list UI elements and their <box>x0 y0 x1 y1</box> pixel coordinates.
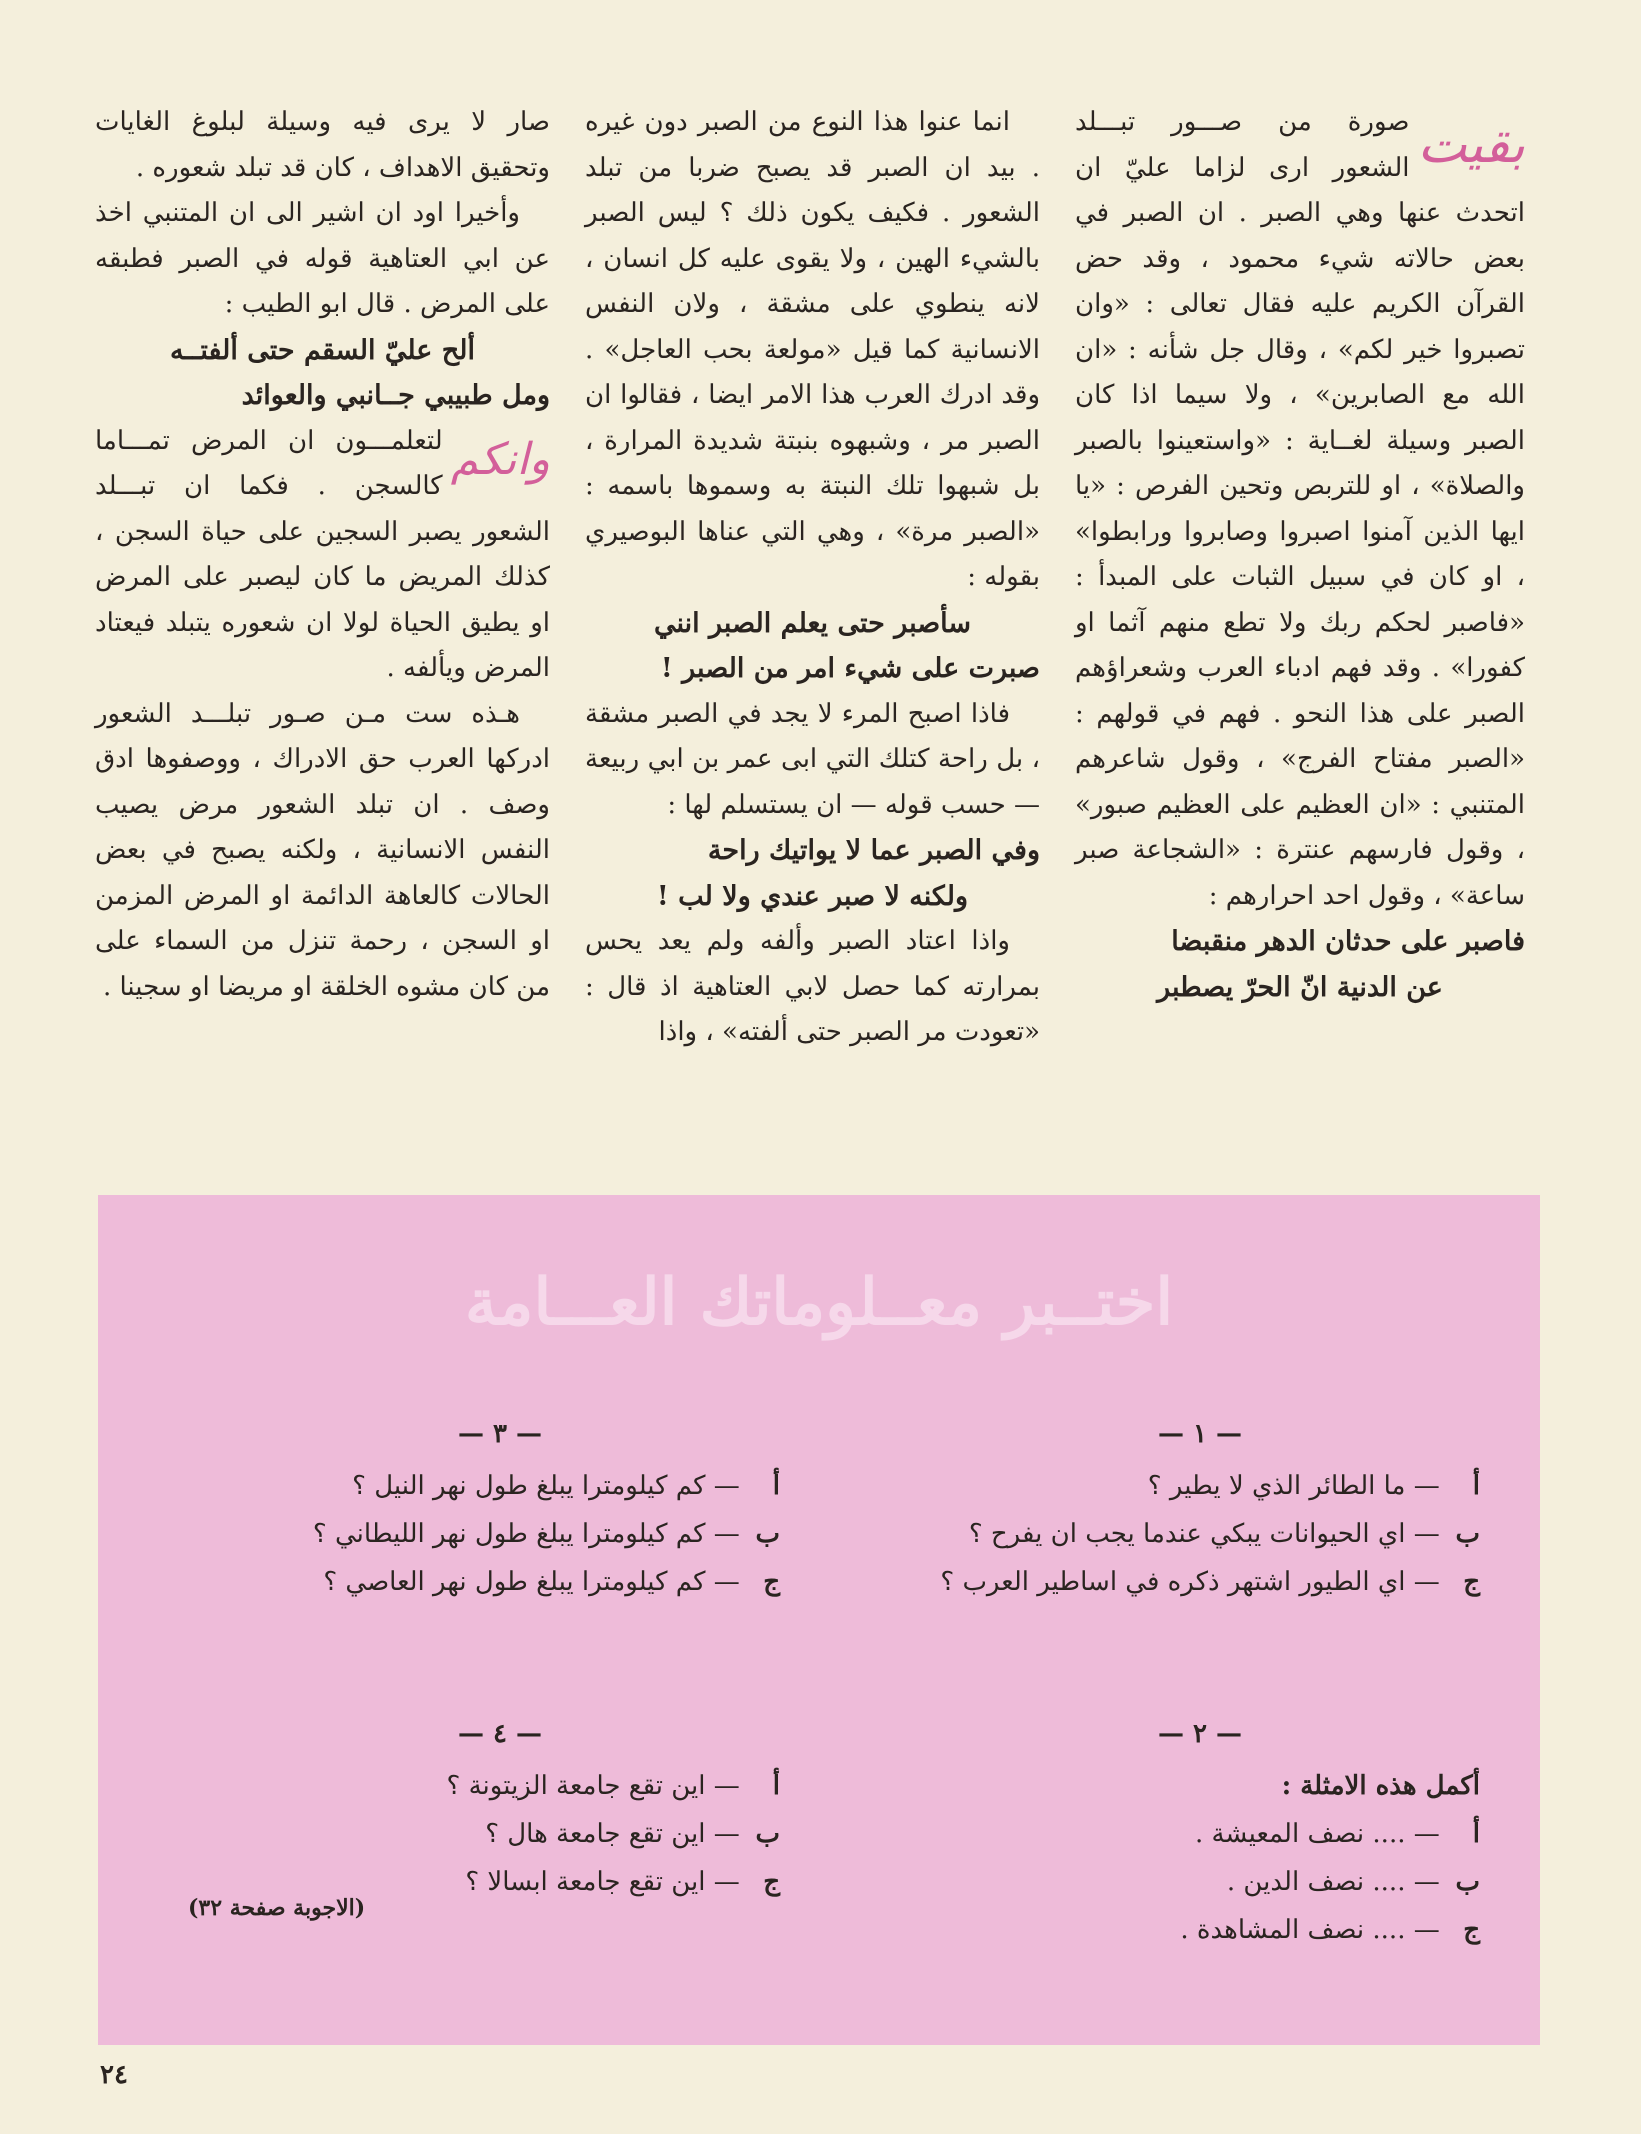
question-text: — .... نصف المعيشة . <box>1194 1819 1440 1849</box>
column-3-paragraph: هـذه ست مـن صـور تبلـــد الشعور ادركها العرب حق الادراك ، ووصفوها ادق وصف . ان تبلد الشعور مرض يصيب النفس الانسانية ، ولكنه يصبح في بعض الحالات كالعاهة الدائمة او المرض المزمن او السجن ، رحمة تنزل من السماء على من كان مشوه الخلقة او مريضا او سجينا . <box>95 698 550 1002</box>
question-letter: أ <box>1472 1471 1480 1501</box>
column-2-paragraph: فاذا اصبح المرء لا يجد في الصبر مشقة ، بل راحة كتلك التي ابى عمر بن ابي ربيعة — حسب قوله — ان يستسلم لها : <box>585 698 1040 820</box>
quiz-group-1 <box>920 1410 1480 1606</box>
question-text: — اي الحيوانات يبكي عندما يجب ان يفرح ؟ <box>968 1519 1440 1549</box>
quiz-question <box>220 1462 780 1510</box>
question-letter: أ <box>1472 1819 1480 1849</box>
quiz-group-number: — ٢ — <box>1157 1719 1243 1749</box>
question-letter: ج <box>1463 1915 1480 1945</box>
quiz-box <box>98 1195 1540 2045</box>
article-column-1 <box>1075 100 1525 1010</box>
question-text: — ما الطائر الذي لا يطير ؟ <box>1147 1471 1440 1501</box>
quiz-question <box>220 1762 780 1810</box>
question-text: — اي الطيور اشتهر ذكره في اساطير العرب ؟ <box>940 1567 1440 1597</box>
quiz-instruction: أكمل هذه الامثلة : <box>1281 1771 1480 1801</box>
question-text: — اين تقع جامعة ابسالا ؟ <box>465 1867 740 1897</box>
quiz-question <box>920 1510 1480 1558</box>
question-text: — كم كيلومترا يبلغ طول نهر النيل ؟ <box>352 1471 740 1501</box>
quiz-group-4 <box>220 1710 780 1906</box>
verse-line: سأصبر حتى يعلم الصبر انني <box>653 607 972 639</box>
quiz-question <box>920 1462 1480 1510</box>
question-letter: أ <box>772 1471 780 1501</box>
article-column-2 <box>585 100 1040 1056</box>
quiz-question <box>920 1810 1480 1858</box>
quiz-group-number: — ٤ — <box>457 1719 543 1749</box>
verse-line: فاصبر على حدثان الدهر منقبضا <box>1171 926 1525 957</box>
verse-line: ومل طبيبي جــانبي والعوائد <box>241 380 550 411</box>
question-letter: ب <box>755 1819 780 1849</box>
question-letter: ج <box>763 1567 780 1597</box>
verse-line: صبرت على شيء امر من الصبر ! <box>660 653 1040 684</box>
article-column-3 <box>95 100 550 1010</box>
quiz-question <box>220 1510 780 1558</box>
verse-line: وفي الصبر عما لا يواتيك راحة <box>707 835 1040 866</box>
question-text: — اين تقع جامعة الزيتونة ؟ <box>446 1771 740 1801</box>
quiz-group-number: — ١ — <box>1157 1419 1243 1449</box>
quiz-question <box>920 1858 1480 1906</box>
page-number: ٢٤ <box>100 2060 128 2090</box>
ornamental-heading-1: بقيت <box>1417 115 1525 175</box>
question-letter: ب <box>1455 1867 1480 1897</box>
question-text: — كم كيلومترا يبلغ طول نهر العاصي ؟ <box>323 1567 740 1597</box>
column-1-paragraph: صورة من صـــور تبـــلد الشعور ارى لزاما عليّ ان اتحدث عنها وهي الصبر . ان الصبر في بعض حالاته شيء محمود ، وقد حض القرآن الكريم عليه فقال تعالى : «وان تصبروا خير لكم» ، وقال جل شأنه : «ان الله مع الصابرين» ، ولا سيما اذا كان الصبر وسيلة لغــاية : «واستعينوا بالصبر والصلاة» ، او للتربص وتحين الفرص : «يا ايها الذين آمنوا اصبروا وصابروا ورابطوا» ، او كان في سبيل الثبات على المبدأ : «فاصبر لحكم ربك ولا تطع منهم آثما او كفورا» . وقد فهم ادباء العرب وشعراؤهم الصبر على هذا النحو . فهم في قولهم : «الصبر مفتاح الفرج» ، وقول شاعرهم المتنبي : «ان العظيم على العظيم صبور» ، وقول فارسهم عنترة : «الشجاعة صبر ساعة» ، وقول احد احرارهم : <box>1075 107 1525 911</box>
quiz-question <box>220 1810 780 1858</box>
verse-line: ولكنه لا صبر عندي ولا لب ! <box>656 880 969 912</box>
quiz-group-2 <box>920 1710 1480 1954</box>
quiz-title: اختــبر معــلوماتك العـــامة <box>464 1265 1174 1340</box>
question-letter: أ <box>772 1771 780 1801</box>
column-3-paragraph: لتعلمـــون ان المرض تمـــاما كالسجن . فكما ان تبـــلد الشعور يصبر السجين على حياة السجن ، كذلك المريض ما كان ليصبر على المرض او يطيق الحياة لولا ان شعوره يتبلد فيعتاد المرض ويألفه . <box>95 425 550 683</box>
quiz-question <box>920 1906 1480 1954</box>
question-letter: ب <box>1455 1519 1480 1549</box>
quiz-question <box>220 1558 780 1606</box>
column-3-paragraph: وأخيرا اود ان اشير الى ان المتنبي اخذ عن ابي العتاهية قوله في الصبر فطبقه على المرض . قال ابو الطيب : <box>95 198 550 319</box>
question-text: — كم كيلومترا يبلغ طول نهر الليطاني ؟ <box>312 1519 740 1549</box>
column-2-paragraph: واذا اعتاد الصبر وألفه ولم يعد يحس بمرارته كما حصل لابي العتاهية اذ قال : «تعودت مر الصبر حتى ألفته» ، واذا <box>585 926 1040 1047</box>
question-letter: ج <box>1463 1567 1480 1597</box>
question-letter: ب <box>755 1519 780 1549</box>
question-text: — .... نصف الدين . <box>1226 1867 1440 1897</box>
column-2-paragraph: انما عنوا هذا النوع من الصبر دون غيره . بيد ان الصبر قد يصبح ضربا من تبلد الشعور . فكيف يكون ذلك ؟ ليس الصبر بالشيء الهين ، ولا يقوى عليه كل انسان ، لانه ينطوي على مشقة ، ولان النفس الانسانية كما قيل «مولعة بحب العاجل» . وقد ادرك العرب هذا الامر ايضا ، فقالوا ان الصبر مر ، وشبهوه بنبتة شديدة المرارة ، بل شبهوا تلك النبتة به وسموها باسمه : «الصبر مرة» ، وهي التي عناها البوصيري بقوله : <box>585 107 1040 592</box>
answers-note: (الاجوبة صفحة ٣٢) <box>188 1895 366 1921</box>
question-text: — اين تقع جامعة هال ؟ <box>485 1819 740 1849</box>
column-3-paragraph: صار لا يرى فيه وسيلة لبلوغ الغايات وتحقيق الاهداف ، كان قد تبلد شعوره . <box>95 107 550 183</box>
quiz-group-3 <box>220 1410 780 1606</box>
question-text: — .... نصف المشاهدة . <box>1180 1915 1440 1945</box>
ornamental-heading-2: وانكم <box>450 433 550 485</box>
quiz-group-number: — ٣ — <box>457 1419 543 1449</box>
verse-line: ألح عليّ السقم حتى ألفتــه <box>170 334 475 366</box>
quiz-question <box>920 1558 1480 1606</box>
question-letter: ج <box>763 1867 780 1897</box>
verse-line: عن الدنية انّ الحرّ يصطبر <box>1157 971 1443 1003</box>
